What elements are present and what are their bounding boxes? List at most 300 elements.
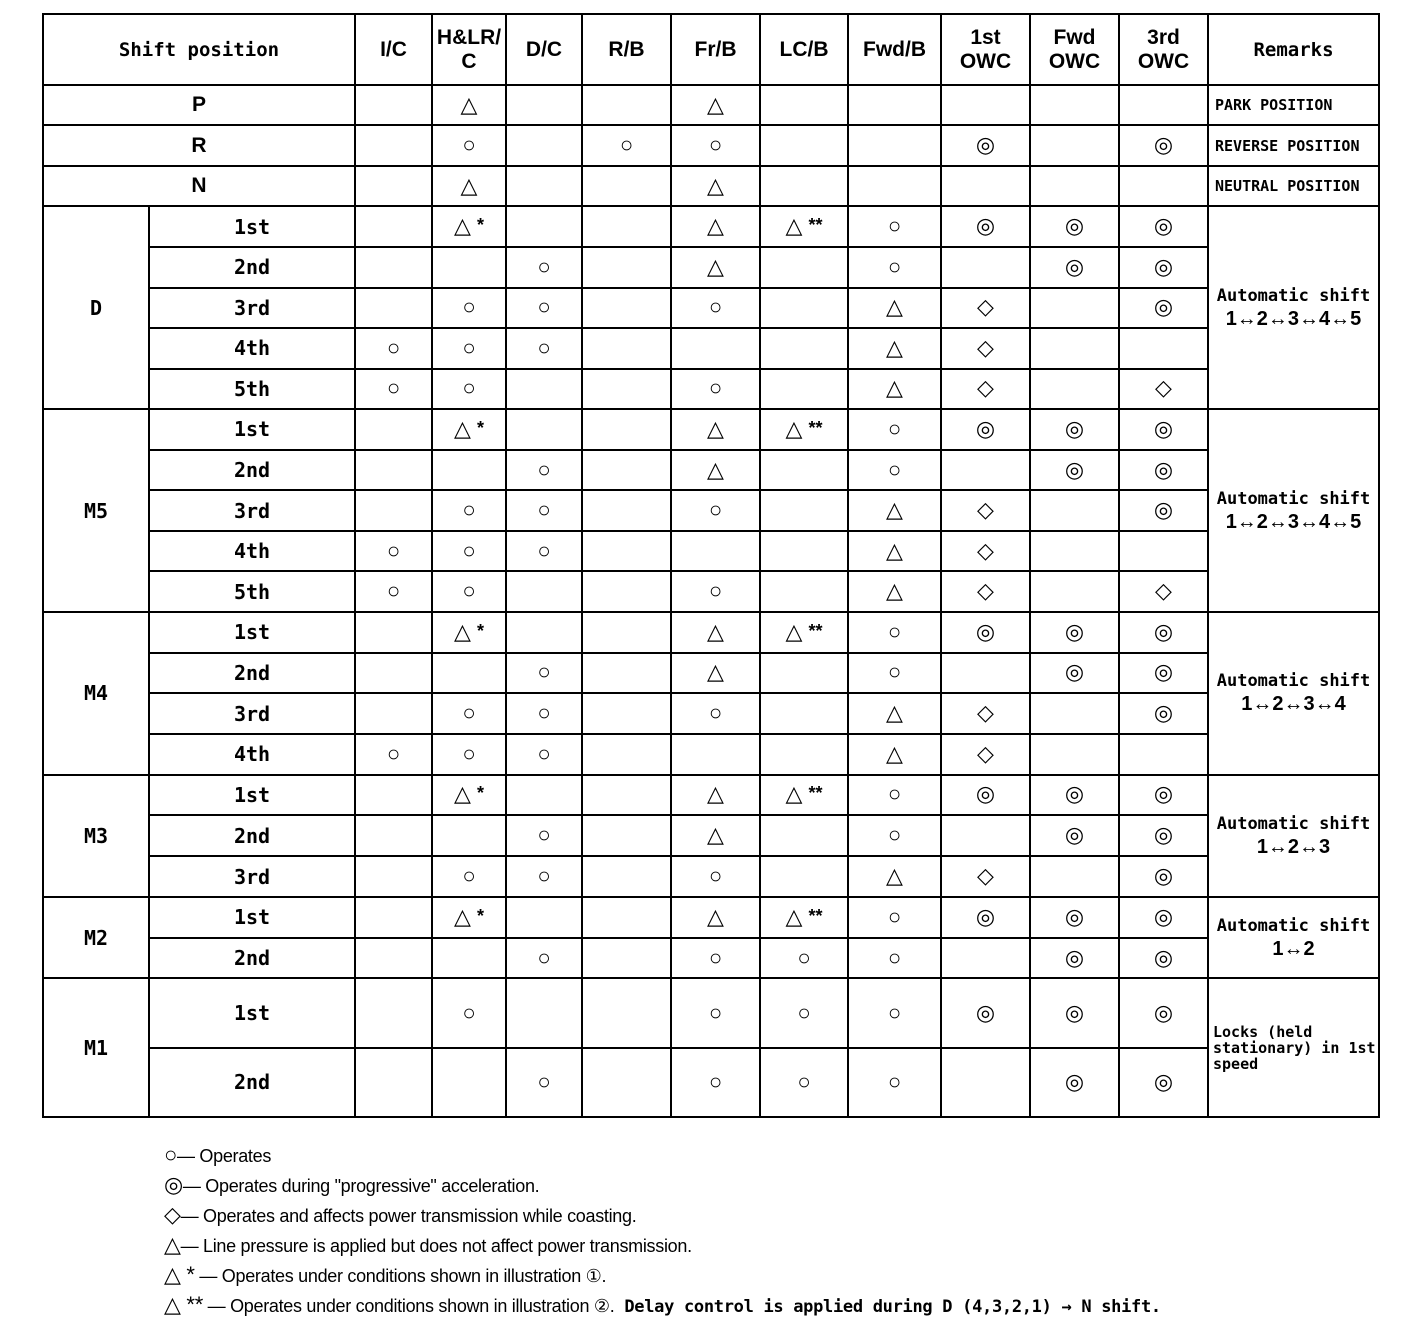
table-cell xyxy=(432,490,506,531)
table-cell xyxy=(355,450,432,491)
table-cell xyxy=(582,693,671,734)
triangle-icon: △ xyxy=(886,740,903,766)
table-cell xyxy=(506,775,582,816)
operates-circle-icon: ○ xyxy=(462,497,476,523)
table-cell xyxy=(355,938,432,979)
table-cell xyxy=(671,409,760,450)
operates-circle-icon: ○ xyxy=(386,740,401,766)
table-cell xyxy=(355,897,432,938)
asterisk-mark: * xyxy=(476,783,484,804)
table-cell xyxy=(506,856,582,897)
table-row xyxy=(43,653,1379,694)
remark-cell: PARK POSITION xyxy=(1208,85,1379,125)
triangle-icon: △ xyxy=(785,903,803,929)
table-cell xyxy=(582,247,671,288)
table-cell xyxy=(1030,571,1119,612)
table-cell xyxy=(582,612,671,653)
table-cell xyxy=(1030,815,1119,856)
table-cell xyxy=(671,1048,760,1117)
table-cell xyxy=(760,125,848,166)
operates-circle-icon: ○ xyxy=(708,944,723,970)
operates-circle-icon: ○ xyxy=(462,294,476,320)
table-cell xyxy=(1119,450,1208,491)
legend-item xyxy=(164,1140,1364,1170)
table-cell xyxy=(582,166,671,206)
table-cell xyxy=(432,653,506,694)
table-cell xyxy=(506,247,582,288)
table-cell xyxy=(355,247,432,288)
table-cell xyxy=(671,450,760,491)
operates-circle-icon: ○ xyxy=(462,375,476,401)
table-cell xyxy=(848,166,941,206)
operates-circle-icon: ○ xyxy=(537,740,551,766)
operates-circle-icon: ○ xyxy=(887,659,902,685)
remark-cell: NEUTRAL POSITION xyxy=(1208,166,1379,206)
table-cell xyxy=(355,571,432,612)
table-cell xyxy=(671,775,760,816)
table-cell xyxy=(848,612,941,653)
operates-circle-icon: ○ xyxy=(537,863,551,889)
table-cell xyxy=(355,775,432,816)
operates-circle-icon: ○ xyxy=(537,1068,551,1094)
table-cell xyxy=(582,206,671,247)
table-row xyxy=(43,206,1379,247)
shift-operation-chart xyxy=(42,13,1380,1118)
remark-shift-sequence: 1↔2↔3↔4 xyxy=(1241,693,1346,716)
table-cell xyxy=(506,897,582,938)
table-cell xyxy=(355,693,432,734)
triangle-icon: △ xyxy=(707,172,724,198)
table-cell xyxy=(1119,734,1208,775)
table-cell xyxy=(582,328,671,369)
table-cell xyxy=(582,531,671,572)
double-circle-icon: ◎ xyxy=(1153,618,1174,644)
table-cell xyxy=(432,734,506,775)
double-circle-icon: ◎ xyxy=(1064,944,1085,970)
table-cell xyxy=(941,815,1030,856)
table-cell xyxy=(760,1048,848,1117)
double-circle-icon: ◎ xyxy=(975,999,996,1025)
table-row xyxy=(43,247,1379,288)
double-circle-icon: ◎ xyxy=(1153,659,1174,685)
gear-label: 2nd xyxy=(149,815,355,856)
table-cell xyxy=(848,409,941,450)
row-p xyxy=(43,85,1379,125)
table-cell xyxy=(760,978,848,1047)
legend-symbol-icon: ◎ xyxy=(164,1172,183,1197)
operates-circle-icon: ○ xyxy=(887,781,902,807)
legend-text: — Operates and affects power transmission while coasting. xyxy=(180,1206,637,1226)
table-cell xyxy=(1030,409,1119,450)
table-cell xyxy=(941,328,1030,369)
table-row xyxy=(43,815,1379,856)
table-cell xyxy=(671,85,760,125)
table-cell xyxy=(671,693,760,734)
table-cell xyxy=(432,571,506,612)
table-cell xyxy=(1119,369,1208,410)
asterisk-mark: ** xyxy=(808,215,823,236)
legend-text: — Operates xyxy=(177,1146,272,1166)
table-cell xyxy=(506,328,582,369)
table-cell xyxy=(432,328,506,369)
table-cell xyxy=(1030,897,1119,938)
remark-cell xyxy=(1208,897,1379,978)
table-cell xyxy=(582,85,671,125)
table-cell xyxy=(671,734,760,775)
header-lcb: LC/B xyxy=(760,14,848,85)
table-cell xyxy=(355,1048,432,1117)
table-cell xyxy=(848,978,941,1047)
table-cell xyxy=(432,1048,506,1117)
table-cell xyxy=(671,612,760,653)
table-cell xyxy=(432,612,506,653)
triangle-icon: △ xyxy=(886,537,903,563)
table-row xyxy=(43,450,1379,491)
table-cell xyxy=(1119,612,1208,653)
table-cell xyxy=(848,693,941,734)
triangle-icon: △ xyxy=(886,497,903,523)
table-cell xyxy=(432,693,506,734)
triangle-icon: △ xyxy=(707,781,724,807)
asterisk-mark: ** xyxy=(808,905,823,926)
operates-circle-icon: ○ xyxy=(887,822,902,848)
table-cell xyxy=(941,288,1030,329)
table-cell xyxy=(760,450,848,491)
table-cell xyxy=(941,734,1030,775)
table-cell xyxy=(1030,612,1119,653)
table-cell xyxy=(582,734,671,775)
table-cell xyxy=(506,693,582,734)
range-label: M4 xyxy=(43,612,149,775)
remark-shift-sequence: 1↔2↔3↔4↔5 xyxy=(1225,307,1362,330)
double-circle-icon: ◎ xyxy=(1153,822,1174,848)
header-frb: Fr/B xyxy=(671,14,760,85)
table-cell xyxy=(1030,693,1119,734)
table-cell xyxy=(1030,531,1119,572)
operates-circle-icon: ○ xyxy=(797,999,811,1025)
double-circle-icon: ◎ xyxy=(1064,822,1085,848)
table-cell xyxy=(941,693,1030,734)
remark-cell xyxy=(1208,206,1379,409)
operates-circle-icon: ○ xyxy=(708,497,723,523)
table-row xyxy=(43,897,1379,938)
table-cell xyxy=(582,1048,671,1117)
asterisk-mark: * xyxy=(476,417,484,438)
table-row xyxy=(43,531,1379,572)
operates-circle-icon: ○ xyxy=(619,132,634,158)
diamond-icon: ◇ xyxy=(977,537,994,563)
operates-circle-icon: ○ xyxy=(708,578,723,604)
table-cell xyxy=(760,938,848,979)
table-cell xyxy=(582,571,671,612)
table-cell xyxy=(941,531,1030,572)
legend-symbol-icon: ◇ xyxy=(164,1202,181,1227)
table-cell xyxy=(355,85,432,125)
header-fwdb: Fwd/B xyxy=(848,14,941,85)
table-cell xyxy=(582,897,671,938)
operates-circle-icon: ○ xyxy=(386,578,401,604)
table-cell xyxy=(1030,206,1119,247)
table-cell xyxy=(1119,85,1208,125)
table-cell xyxy=(671,653,760,694)
table-cell xyxy=(671,531,760,572)
operates-circle-icon: ○ xyxy=(537,822,551,848)
header-row xyxy=(43,14,1379,85)
diamond-icon: ◇ xyxy=(1155,375,1172,401)
table-cell xyxy=(848,328,941,369)
table-cell xyxy=(671,288,760,329)
operates-circle-icon: ○ xyxy=(537,700,551,726)
table-cell xyxy=(432,206,506,247)
table-cell xyxy=(848,938,941,979)
table-cell xyxy=(760,409,848,450)
table-cell xyxy=(1030,775,1119,816)
triangle-icon: △ xyxy=(707,91,724,117)
legend-symbol-icon: △ ** xyxy=(164,1292,203,1317)
header-rb: R/B xyxy=(582,14,671,85)
table-cell xyxy=(506,369,582,410)
operates-circle-icon: ○ xyxy=(708,375,723,401)
table-cell xyxy=(506,288,582,329)
triangle-icon: △ xyxy=(707,659,724,685)
table-cell xyxy=(355,734,432,775)
table-cell xyxy=(506,166,582,206)
header-1st-owc: 1st OWC xyxy=(941,14,1030,85)
double-circle-icon: ◎ xyxy=(1064,213,1085,239)
table-cell xyxy=(355,166,432,206)
table-cell xyxy=(1119,856,1208,897)
legend-item xyxy=(164,1230,1364,1260)
table-cell xyxy=(671,247,760,288)
double-circle-icon: ◎ xyxy=(1153,213,1174,239)
table-cell xyxy=(432,125,506,166)
table-cell xyxy=(432,166,506,206)
table-cell xyxy=(355,206,432,247)
table-row xyxy=(43,328,1379,369)
remark-shift-sequence: 1↔2 xyxy=(1272,937,1315,960)
double-circle-icon: ◎ xyxy=(1153,999,1174,1025)
table-cell xyxy=(941,409,1030,450)
operates-circle-icon: ○ xyxy=(462,334,476,360)
gear-label: 5th xyxy=(149,369,355,410)
table-cell xyxy=(506,206,582,247)
gear-label: 3rd xyxy=(149,693,355,734)
remark-cell xyxy=(1208,775,1379,898)
table-cell xyxy=(506,409,582,450)
operates-circle-icon: ○ xyxy=(887,999,902,1025)
table-cell xyxy=(848,1048,941,1117)
table-cell xyxy=(941,125,1030,166)
table-row xyxy=(43,693,1379,734)
double-circle-icon: ◎ xyxy=(975,781,996,807)
table-cell xyxy=(432,531,506,572)
table-cell xyxy=(432,775,506,816)
table-cell xyxy=(848,450,941,491)
table-cell xyxy=(760,775,848,816)
triangle-icon: △ xyxy=(707,213,724,239)
double-circle-icon: ◎ xyxy=(975,132,996,158)
table-cell xyxy=(848,247,941,288)
double-circle-icon: ◎ xyxy=(1153,863,1174,889)
table-cell xyxy=(582,856,671,897)
table-cell xyxy=(1119,125,1208,166)
table-cell xyxy=(941,938,1030,979)
table-cell xyxy=(1119,409,1208,450)
table-cell xyxy=(941,490,1030,531)
table-cell xyxy=(1119,775,1208,816)
table-cell xyxy=(582,369,671,410)
operates-circle-icon: ○ xyxy=(797,1068,811,1094)
position-label: N xyxy=(43,166,355,206)
double-circle-icon: ◎ xyxy=(1153,253,1174,279)
table-cell xyxy=(760,815,848,856)
table-cell xyxy=(432,288,506,329)
triangle-icon: △ xyxy=(785,618,803,644)
triangle-icon: △ xyxy=(785,415,803,441)
double-circle-icon: ◎ xyxy=(1153,294,1174,320)
gear-label: 1st xyxy=(149,612,355,653)
table-row xyxy=(43,369,1379,410)
table-row xyxy=(43,775,1379,816)
asterisk-mark: * xyxy=(476,215,484,236)
asterisk-mark: * xyxy=(476,905,484,926)
table-cell xyxy=(432,897,506,938)
table-cell xyxy=(1030,247,1119,288)
double-circle-icon: ◎ xyxy=(1153,903,1174,929)
table-cell xyxy=(671,166,760,206)
table-cell xyxy=(760,693,848,734)
table-cell xyxy=(760,856,848,897)
table-cell xyxy=(1119,815,1208,856)
diamond-icon: ◇ xyxy=(977,578,994,604)
table-cell xyxy=(355,409,432,450)
triangle-icon: △ xyxy=(454,781,471,807)
triangle-icon: △ xyxy=(454,415,471,441)
table-cell xyxy=(671,897,760,938)
table-cell xyxy=(760,612,848,653)
table-cell xyxy=(1119,206,1208,247)
gear-label: 3rd xyxy=(149,288,355,329)
table-cell xyxy=(1119,978,1208,1047)
table-cell xyxy=(355,653,432,694)
table-cell xyxy=(506,938,582,979)
table-cell xyxy=(760,490,848,531)
table-row xyxy=(43,734,1379,775)
triangle-icon: △ xyxy=(454,618,471,644)
gear-label: 2nd xyxy=(149,938,355,979)
table-cell xyxy=(1030,288,1119,329)
table-cell xyxy=(355,856,432,897)
header-ic: I/C xyxy=(355,14,432,85)
table-cell xyxy=(760,85,848,125)
table-cell xyxy=(582,653,671,694)
table-cell xyxy=(582,288,671,329)
table-cell xyxy=(760,653,848,694)
table-cell xyxy=(941,653,1030,694)
operates-circle-icon: ○ xyxy=(386,537,401,563)
table-cell xyxy=(941,85,1030,125)
legend-symbol-icon: △ * xyxy=(164,1262,195,1287)
header-shift-position: Shift position xyxy=(43,14,355,85)
triangle-icon: △ xyxy=(785,213,803,239)
table-cell xyxy=(506,653,582,694)
table-cell xyxy=(760,734,848,775)
triangle-icon: △ xyxy=(707,253,724,279)
table-cell xyxy=(1119,897,1208,938)
table-cell xyxy=(1030,978,1119,1047)
remark-cell: Locks (held stationary) in 1st speed xyxy=(1208,978,1379,1117)
range-label: M2 xyxy=(43,897,149,978)
table-cell xyxy=(1030,1048,1119,1117)
double-circle-icon: ◎ xyxy=(1064,659,1085,685)
triangle-icon: △ xyxy=(886,294,903,320)
table-cell xyxy=(432,815,506,856)
triangle-icon: △ xyxy=(707,415,724,441)
asterisk-mark: ** xyxy=(808,620,823,641)
table-cell xyxy=(506,612,582,653)
table-cell xyxy=(1119,653,1208,694)
gear-label: 2nd xyxy=(149,1048,355,1117)
table-cell xyxy=(1119,571,1208,612)
diamond-icon: ◇ xyxy=(977,497,994,523)
operates-circle-icon: ○ xyxy=(537,456,551,482)
table-cell xyxy=(506,1048,582,1117)
table-cell xyxy=(355,815,432,856)
table-cell xyxy=(1119,1048,1208,1117)
triangle-icon: △ xyxy=(454,903,471,929)
table-cell xyxy=(582,815,671,856)
table-cell xyxy=(355,125,432,166)
asterisk-mark: ** xyxy=(808,783,823,804)
table-cell xyxy=(848,125,941,166)
table-cell xyxy=(941,775,1030,816)
gear-label: 1st xyxy=(149,206,355,247)
table-cell xyxy=(582,978,671,1047)
header-fwd-owc: Fwd OWC xyxy=(1030,14,1119,85)
table-cell xyxy=(506,125,582,166)
table-cell xyxy=(355,369,432,410)
table-cell xyxy=(432,856,506,897)
operates-circle-icon: ○ xyxy=(537,497,551,523)
table-row xyxy=(43,612,1379,653)
table-row xyxy=(43,409,1379,450)
operates-circle-icon: ○ xyxy=(887,903,902,929)
operates-circle-icon: ○ xyxy=(537,294,551,320)
table-cell xyxy=(432,247,506,288)
table-cell xyxy=(1119,938,1208,979)
table-cell xyxy=(671,369,760,410)
operates-circle-icon: ○ xyxy=(708,700,723,726)
operates-circle-icon: ○ xyxy=(887,618,902,644)
table-cell xyxy=(941,571,1030,612)
table-cell xyxy=(848,369,941,410)
legend-symbol-icon: ○ xyxy=(164,1142,177,1167)
table-cell xyxy=(848,288,941,329)
position-label: P xyxy=(43,85,355,125)
legend-note: Delay control is applied during D (4,3,2,1) → N shift. xyxy=(614,1297,1161,1317)
chart-body xyxy=(43,85,1379,1117)
table-row xyxy=(43,571,1379,612)
legend-text: — Operates during "progressive" acceleration. xyxy=(182,1176,540,1196)
table-cell xyxy=(1119,693,1208,734)
triangle-icon: △ xyxy=(886,375,903,401)
table-cell xyxy=(1119,247,1208,288)
table-cell xyxy=(671,206,760,247)
triangle-icon: △ xyxy=(707,456,724,482)
triangle-icon: △ xyxy=(707,903,724,929)
operates-circle-icon: ○ xyxy=(462,700,476,726)
table-cell xyxy=(582,775,671,816)
